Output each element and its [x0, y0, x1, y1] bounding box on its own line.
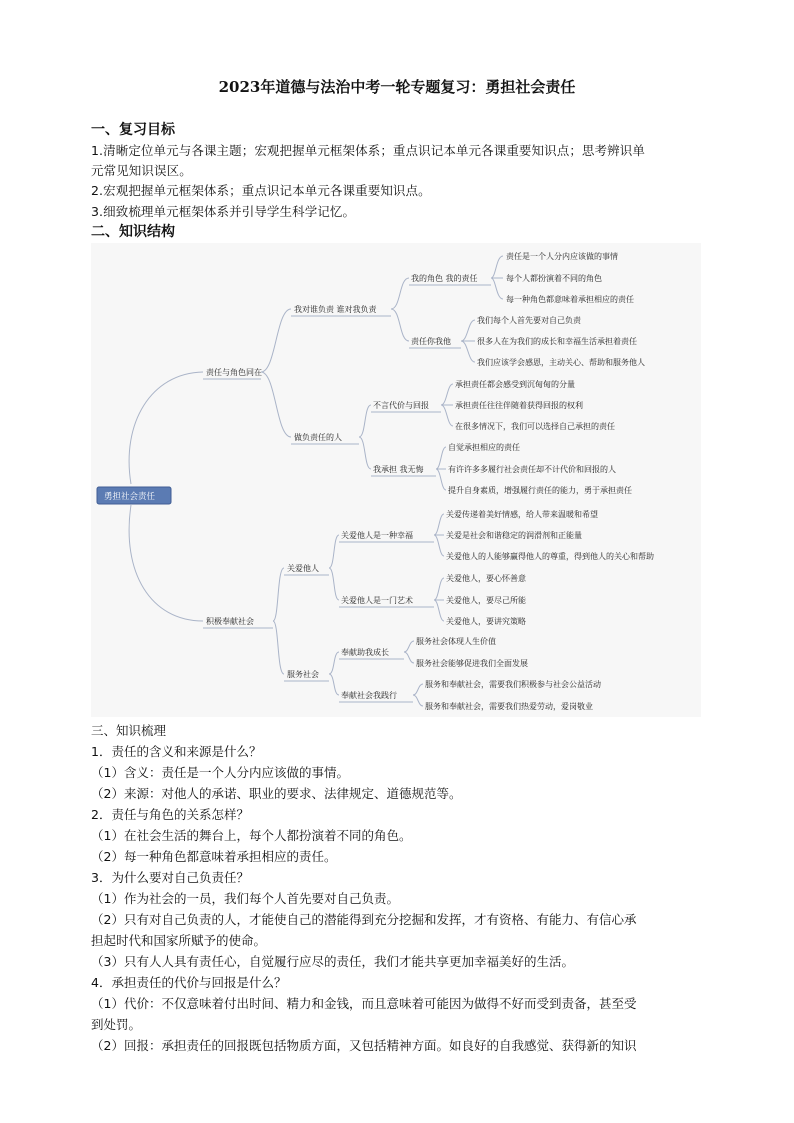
edge-b1-b1_1: [261, 309, 291, 372]
question-2: 2．责任与角色的关系怎样？: [91, 807, 249, 822]
leaf: 责任是一个人分内应该做的事情: [506, 252, 618, 261]
node-b1-2: 做负责任的人: [294, 433, 342, 442]
leaf: 服务社会能够促进我们全面发展: [416, 659, 528, 668]
node-b2-2: 服务社会: [287, 670, 319, 679]
answer-3b-line-2: 担起时代和国家所赋予的使命。: [91, 933, 267, 948]
leaf: 关爱他人，要尽己所能: [446, 596, 526, 605]
section-heading-goals: 一、复习目标: [91, 122, 175, 138]
node-b1-1: 我对谁负责 谁对我负责: [294, 305, 377, 314]
answer-4b: （2）回报：承担责任的回报既包括物质方面，又包括精神方面。如良好的自我感觉、获得新的知识: [91, 1038, 637, 1053]
leaf: 关爱他人，要心怀善意: [446, 574, 526, 583]
section-heading-review: 三、知识梳理: [91, 723, 167, 738]
node-b2-1-2: 关爱他人是一门艺术: [341, 596, 413, 605]
leaf: 服务社会体现人生价值: [416, 637, 496, 646]
leaf: 承担责任往往伴随着获得回报的权利: [455, 401, 583, 410]
edge-root-b1: [129, 372, 203, 484]
node-b1-2-1: 不言代价与回报: [373, 401, 429, 410]
goal-1-line-1: 1.清晰定位单元与各课主题；宏观把握单元框架体系；重点识记本单元各课重要知识点；思考辨识单: [91, 143, 645, 158]
leaf: 在很多情况下，我们可以选择自己承担的责任: [455, 422, 615, 431]
node-b1-2-2: 我承担 我无悔: [373, 465, 424, 474]
leaf: 每一种角色都意味着承担相应的责任: [506, 295, 634, 304]
edge-root-b2: [129, 505, 203, 621]
question-1: 1．责任的含义和来源是什么？: [91, 744, 262, 759]
mindmap-root: 勇担社会责任: [104, 492, 156, 502]
question-4: 4．承担责任的代价与回报是什么？: [91, 975, 287, 990]
edge-b1-b1_2: [261, 372, 291, 437]
answer-2b: （2）每一种角色都意味着承担相应的责任。: [91, 849, 337, 864]
leaf: 关爱是社会和谐稳定的润滑剂和正能量: [446, 531, 582, 540]
section-heading-structure: 二、知识结构: [91, 224, 175, 240]
leaf: 提升自身素质，增强履行责任的能力，勇于承担责任: [448, 486, 632, 495]
answer-3a: （1）作为社会的一员，我们每个人首先要对自己负责。: [91, 891, 399, 906]
knowledge-mindmap: [91, 243, 701, 717]
goal-1-line-2: 元常见知识误区。: [91, 163, 192, 178]
mindmap-svg: [91, 243, 701, 717]
node-b1-1-1: 我的角色 我的责任: [411, 274, 478, 283]
node-b1-1-2: 责任你我他: [411, 337, 451, 346]
leaf: 自觉承担相应的责任: [448, 443, 520, 452]
question-3: 3．为什么要对自己负责任？: [91, 870, 249, 885]
leaf: 有许许多多履行社会责任却不计代价和回报的人: [448, 465, 616, 474]
answer-4a-line-2: 到处罚。: [91, 1017, 142, 1032]
leaf: 服务和奉献社会，需要我们积极参与社会公益活动: [425, 680, 601, 689]
answer-1b: （2）来源：对他人的承诺、职业的要求、法律规定、道德规范等。: [91, 786, 462, 801]
node-b2-2-2: 奉献社会我践行: [341, 691, 397, 700]
answer-4a-line-1: （1）代价：不仅意味着付出时间、精力和金钱，而且意味着可能因为做得不好而受到责备，甚至受: [91, 996, 637, 1011]
node-b2: 积极奉献社会: [206, 617, 254, 626]
leaf: 关爱他人，要讲究策略: [446, 617, 526, 626]
node-b2-2-1: 奉献助我成长: [341, 648, 389, 657]
leaf: 关爱传递着美好情感，给人带来温暖和希望: [446, 510, 598, 519]
leaf: 服务和奉献社会，需要我们热爱劳动，爱岗敬业: [425, 702, 593, 711]
answer-1a: （1）含义：责任是一个人分内应该做的事情。: [91, 765, 349, 780]
answer-3c: （3）只有人人具有责任心，自觉履行应尽的责任，我们才能共享更加幸福美好的生活。: [91, 954, 574, 969]
leaf: 承担责任都会感受到沉甸甸的分量: [455, 380, 575, 389]
node-b2-1: 关爱他人: [287, 564, 319, 573]
leaf: 很多人在为我们的成长和幸福生活承担着责任: [477, 337, 637, 346]
node-b1: 责任与角色同在: [206, 368, 262, 377]
answer-2a: （1）在社会生活的舞台上，每个人都扮演着不同的角色。: [91, 828, 412, 843]
answer-3b-line-1: （2）只有对自己负责的人，才能使自己的潜能得到充分挖掘和发挥，才有资格、有能力、有信心承: [91, 912, 637, 927]
leaf: 我们每个人首先要对自己负责: [477, 316, 581, 325]
goal-2: 2.宏观把握单元框架体系；重点识记本单元各课重要知识点。: [91, 183, 431, 198]
leaf: 我们应该学会感恩，主动关心、帮助和服务他人: [477, 358, 645, 367]
page-title: 2023年道德与法治中考一轮专题复习：勇担社会责任: [218, 78, 576, 96]
leaf: 关爱他人的人能够赢得他人的尊重，得到他人的关心和帮助: [446, 552, 654, 561]
leaf: 每个人都扮演着不同的角色: [506, 274, 602, 283]
goal-3: 3.细致梳理单元框架体系并引导学生科学记忆。: [91, 204, 356, 219]
node-b2-1-1: 关爱他人是一种幸福: [341, 531, 413, 540]
